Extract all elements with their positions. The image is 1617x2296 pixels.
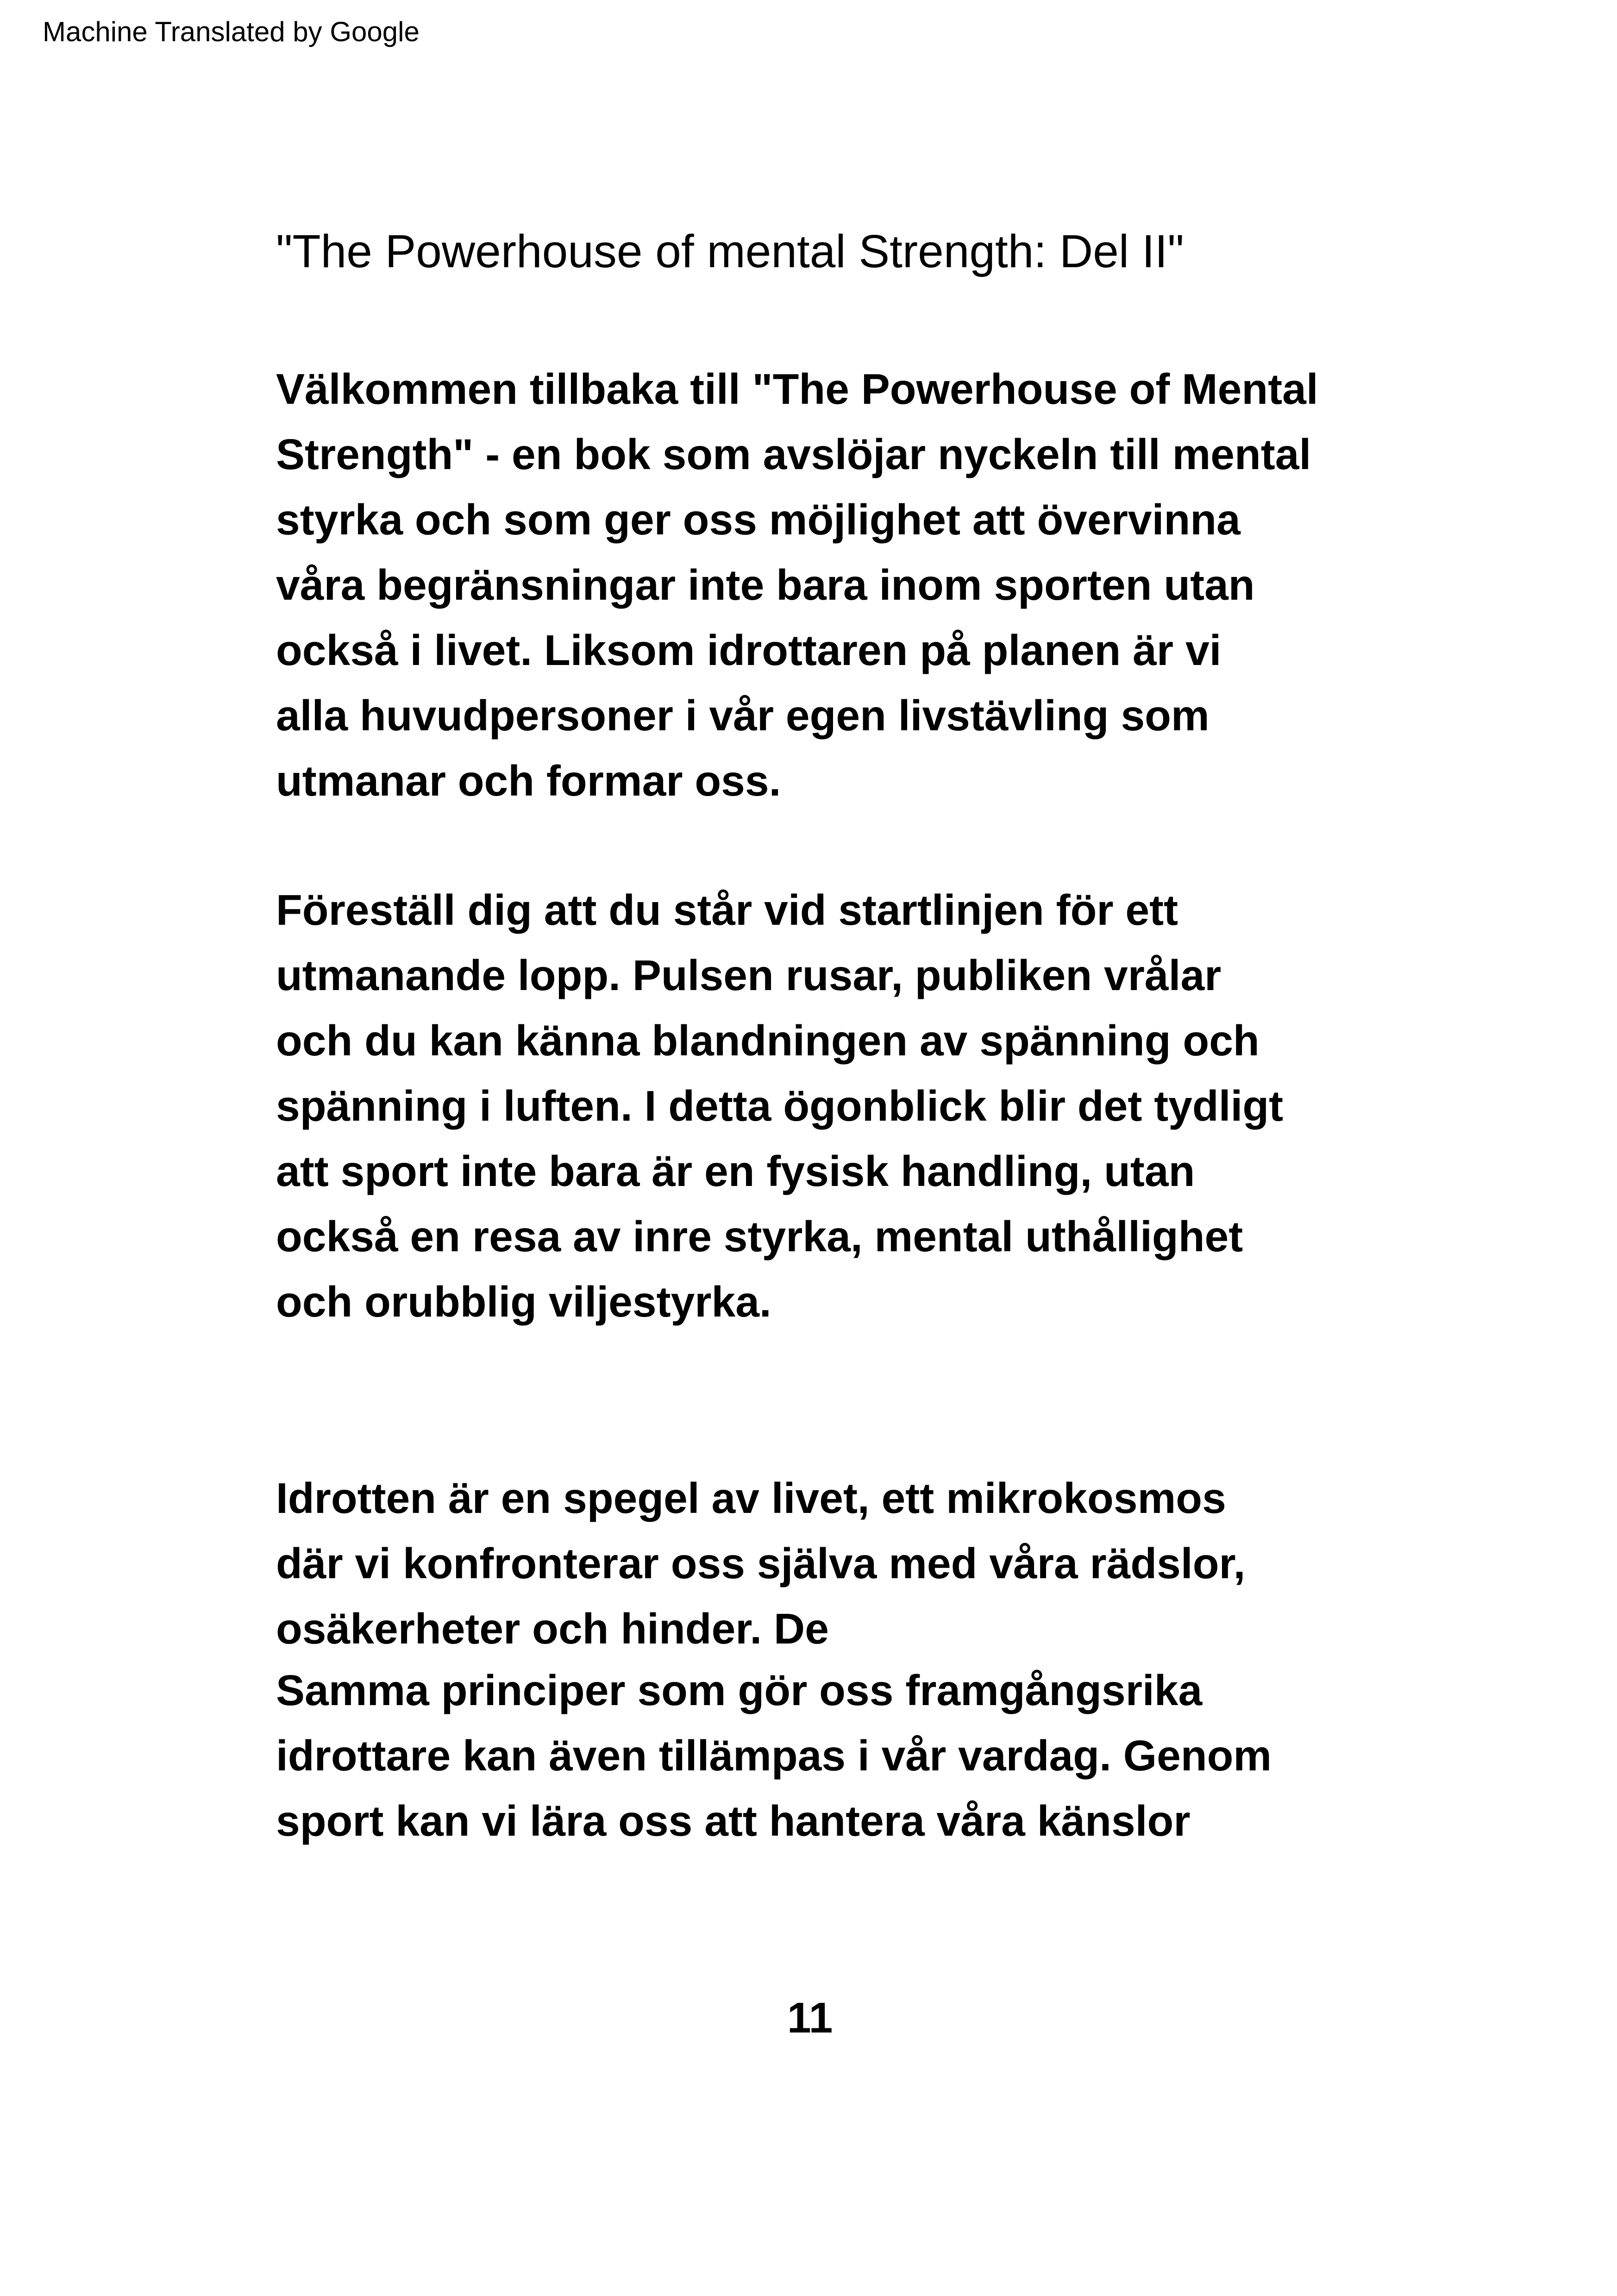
paragraph-line: alla huvudpersoner i vår egen livstävling som	[276, 691, 1210, 740]
paragraph-line: Föreställ dig att du står vid startlinjen för ett	[276, 886, 1178, 934]
paragraph-line: och du kan känna blandningen av spänning och	[276, 1016, 1260, 1065]
machine-translation-notice: Machine Translated by Google	[43, 16, 420, 47]
paragraph-line: spänning i luften. I detta ögonblick blir det tydligt	[276, 1082, 1284, 1130]
paragraph-line: styrka och som ger oss möjlighet att övervinna	[276, 496, 1241, 544]
paragraph-line: också i livet. Liksom idrottaren på planen är vi	[276, 626, 1222, 674]
paragraph-line: där vi konfronterar oss själva med våra rädslor,	[276, 1539, 1246, 1587]
paragraph-line: att sport inte bara är en fysisk handling, utan	[276, 1147, 1195, 1195]
paragraph-3	[276, 1466, 1245, 1662]
paragraph-line: utmanande lopp. Pulsen rusar, publiken vrålar	[276, 951, 1222, 999]
page-number: 11	[787, 1994, 833, 2042]
paragraph-line: utmanar och formar oss.	[276, 757, 781, 805]
paragraph-line: våra begränsningar inte bara inom sporten utan	[276, 561, 1255, 609]
paragraph-1	[276, 357, 1318, 814]
paragraph-line: sport kan vi lära oss att hantera våra känslor	[276, 1797, 1191, 1845]
paragraph-line: osäkerheter och hinder. De	[276, 1605, 829, 1653]
paragraph-line: Idrotten är en spegel av livet, ett mikrokosmos	[276, 1474, 1226, 1522]
paragraph-line: idrottare kan även tillämpas i vår vardag. Genom	[276, 1731, 1272, 1780]
paragraph-line: Samma principer som gör oss framgångsrika	[276, 1666, 1203, 1714]
paragraph-line: och orubblig viljestyrka.	[276, 1278, 771, 1326]
paragraph-line: Strength" - en bok som avslöjar nyckeln till mental	[276, 430, 1311, 478]
paragraph-2	[276, 878, 1283, 1335]
chapter-title: "The Powerhouse of mental Strength: Del II"	[276, 226, 1184, 277]
paragraph-line: Välkommen tillbaka till "The Powerhouse of Mental	[276, 365, 1318, 413]
paragraph-line: också en resa av inre styrka, mental uthållighet	[276, 1212, 1243, 1261]
paragraph-4	[276, 1658, 1272, 1854]
